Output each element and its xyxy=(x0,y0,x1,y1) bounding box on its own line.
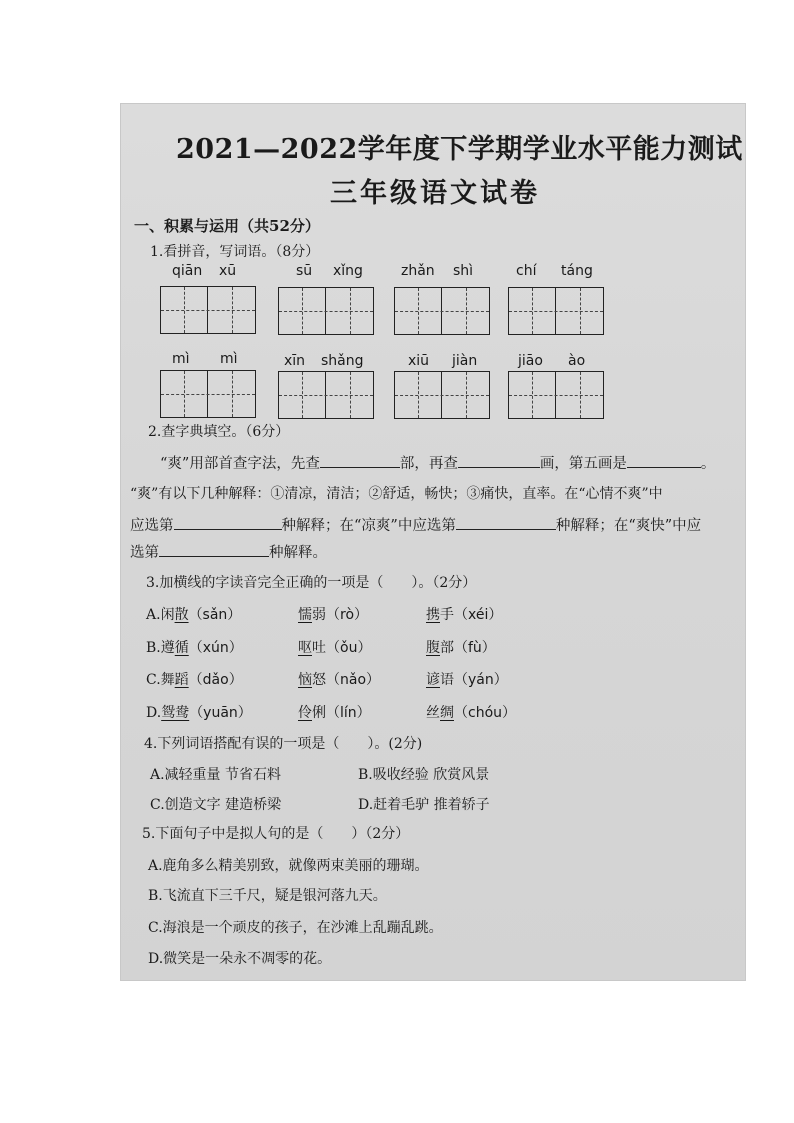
pinyin-label: xū xyxy=(219,263,237,279)
pinyin-reading: （sǎn） xyxy=(188,607,242,623)
text: 种解释；在“爽快”中应 xyxy=(555,518,702,534)
writing-grid[interactable] xyxy=(508,371,604,419)
option-a: A.鹿角多么精美别致，就像两束美丽的珊瑚。 xyxy=(148,858,429,874)
writing-grid[interactable] xyxy=(278,287,374,335)
answer-blank[interactable] xyxy=(456,515,556,530)
text: 选第 xyxy=(130,545,159,561)
writing-grid[interactable] xyxy=(394,287,490,335)
option-a: A.减轻重量 节省石料 xyxy=(150,767,282,783)
pinyin-label: mì xyxy=(172,351,190,367)
writing-grid[interactable] xyxy=(508,287,604,335)
underlined-char: 散 xyxy=(174,607,189,623)
question-2-line-2: “爽”有以下几种解释：①清凉，清洁；②舒适，畅快；③痛快，直率。在“心情不爽”中 xyxy=(130,486,663,502)
text: 怒 xyxy=(312,672,326,688)
pinyin-reading: （xún） xyxy=(188,640,243,656)
text: 吐 xyxy=(312,640,326,656)
pinyin-label: shì xyxy=(453,263,474,279)
underlined-char: 蹈 xyxy=(174,672,189,688)
pinyin-reading: （rò） xyxy=(326,607,369,623)
underlined-char: 鸳鸯 xyxy=(161,705,190,721)
pinyin-reading: （yuān） xyxy=(189,705,252,721)
pinyin-label: mì xyxy=(220,351,238,367)
option-b-word-2 xyxy=(298,637,371,657)
option-b: B.吸收经验 欣赏风景 xyxy=(358,767,490,783)
writing-grid[interactable] xyxy=(278,371,374,419)
answer-blank[interactable] xyxy=(627,453,701,468)
underlined-char: 伶 xyxy=(298,705,312,721)
question-2-line-4 xyxy=(130,541,327,562)
pinyin-label: táng xyxy=(561,263,593,279)
answer-blank[interactable] xyxy=(320,453,400,468)
question-3-prompt: 3.加横线的字读音完全正确的一项是（ ）。（2分） xyxy=(146,575,477,591)
underlined-char: 懦 xyxy=(298,607,312,623)
text: “爽”用部首查字法，先查 xyxy=(160,456,320,472)
underlined-char: 循 xyxy=(174,640,189,656)
text: 种解释；在“凉爽”中应选第 xyxy=(281,518,456,534)
answer-blank[interactable] xyxy=(159,542,269,557)
writing-grid[interactable] xyxy=(160,370,256,418)
option-c-word-3 xyxy=(426,669,508,689)
pinyin-reading: （fù） xyxy=(454,640,496,656)
question-1-prompt: 1.看拼音，写词语。（8分） xyxy=(150,244,320,260)
text: 部，再查 xyxy=(399,456,458,472)
pinyin-label: xiū xyxy=(408,353,430,369)
pinyin-reading: （lín） xyxy=(326,705,371,721)
question-2-line-1 xyxy=(160,452,715,473)
pinyin-label: jiàn xyxy=(452,353,478,369)
underlined-char: 恼 xyxy=(298,672,312,688)
pinyin-reading: （dǎo） xyxy=(188,672,243,688)
text: 。 xyxy=(700,456,716,472)
text: 俐 xyxy=(312,705,326,721)
answer-blank[interactable] xyxy=(174,515,282,530)
option-b xyxy=(146,637,243,657)
question-2-prompt: 2.查字典填空。（6分） xyxy=(148,424,290,440)
question-4-prompt: 4.下列词语搭配有误的一项是（ ）。(2分) xyxy=(144,736,423,752)
question-5-prompt: 5.下面句子中是拟人句的是（ ）（2分） xyxy=(142,826,410,842)
text: 部 xyxy=(440,640,454,656)
pinyin-reading: （chóu） xyxy=(454,705,517,721)
answer-blank[interactable] xyxy=(458,453,540,468)
option-d-word-2 xyxy=(298,702,371,722)
exam-paper xyxy=(120,103,746,981)
pinyin-label: ào xyxy=(568,353,586,369)
pinyin-label: shǎng xyxy=(321,353,364,369)
text: 丝 xyxy=(426,705,440,721)
option-letter: C. xyxy=(146,672,161,688)
section-heading: 一、积累与运用（共52分） xyxy=(134,217,320,235)
question-2-line-3 xyxy=(130,514,701,535)
underlined-char: 绸 xyxy=(440,705,454,721)
text: 遵 xyxy=(160,640,175,656)
pinyin-label: qiān xyxy=(172,263,203,279)
option-letter: D. xyxy=(146,705,162,721)
pinyin-reading: （yán） xyxy=(454,672,508,688)
pinyin-label: chí xyxy=(516,263,537,279)
writing-grid[interactable] xyxy=(394,371,490,419)
underlined-char: 腹 xyxy=(426,640,440,656)
option-c-word-2 xyxy=(298,669,380,689)
option-c xyxy=(146,669,243,689)
pinyin-label: xǐng xyxy=(333,263,363,279)
option-d: D.赶着毛驴 推着轿子 xyxy=(358,797,490,813)
pinyin-reading: （ǒu） xyxy=(326,640,372,656)
pinyin-label: zhǎn xyxy=(401,263,435,279)
option-a-word-2 xyxy=(298,604,368,624)
pinyin-label: jiāo xyxy=(518,353,543,369)
text: 手 xyxy=(440,607,454,623)
pinyin-label: sū xyxy=(296,263,313,279)
text: 应选第 xyxy=(130,518,174,534)
option-d-word-3 xyxy=(426,702,516,722)
option-d xyxy=(146,702,252,722)
option-b: B.飞流直下三千尺，疑是银河落九天。 xyxy=(148,888,387,904)
option-a xyxy=(146,604,241,624)
underlined-char: 呕 xyxy=(298,640,312,656)
option-letter: A. xyxy=(146,607,161,623)
text: 种解释。 xyxy=(269,545,327,561)
option-a-word-3 xyxy=(426,604,502,624)
exam-title: 2021—2022学年度下学期学业水平能力测试 xyxy=(176,134,743,165)
text: 闲 xyxy=(160,607,175,623)
option-d: D.微笑是一朵永不凋零的花。 xyxy=(148,951,332,967)
writing-grid[interactable] xyxy=(160,286,256,334)
option-b-word-3 xyxy=(426,637,496,657)
option-c: C.海浪是一个顽皮的孩子，在沙滩上乱蹦乱跳。 xyxy=(148,920,443,936)
exam-subtitle: 三年级语文试卷 xyxy=(330,178,540,209)
pinyin-reading: （xéi） xyxy=(454,607,503,623)
option-c: C.创造文字 建造桥梁 xyxy=(150,797,282,813)
option-letter: B. xyxy=(146,640,161,656)
text: 语 xyxy=(440,672,454,688)
text: 画，第五画是 xyxy=(539,456,627,472)
text: 弱 xyxy=(312,607,326,623)
underlined-char: 谚 xyxy=(426,672,440,688)
pinyin-reading: （nǎo） xyxy=(326,672,381,688)
pinyin-label: xīn xyxy=(284,353,306,369)
underlined-char: 携 xyxy=(426,607,440,623)
text: 舞 xyxy=(160,672,175,688)
